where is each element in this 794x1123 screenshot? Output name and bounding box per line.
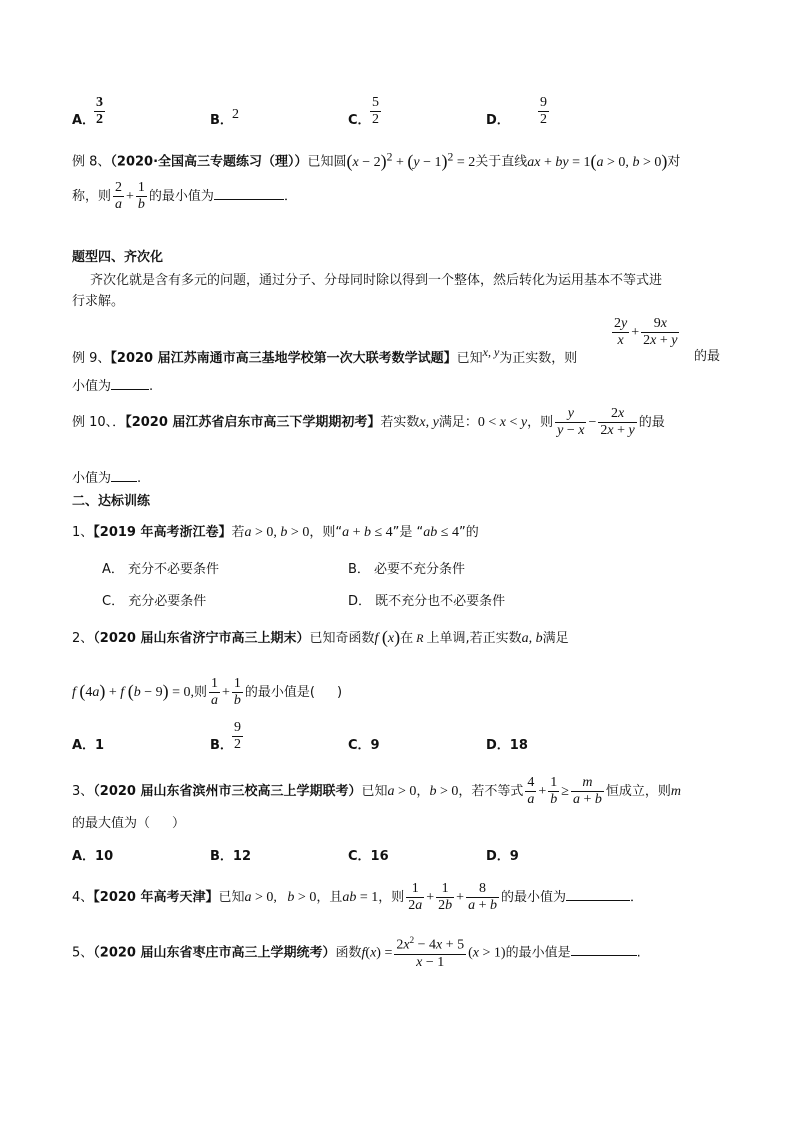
question-4: 4、【2020 年高考天津】已知a > 0, b > 0，且ab = 1，则 $\frac{1}{2a}$ + $\frac{1}{2b}$ + $\frac{8}{a + b}$ 的最小值为 ． — [72, 881, 644, 914]
section-title-type4: 题型四、齐次化 — [72, 250, 164, 265]
row1-a-den: 2 — [96, 112, 103, 128]
row1-option-b-value: 2 — [232, 107, 239, 122]
question-4-end: ． — [630, 890, 644, 906]
question-4-text1: 已知 — [218, 890, 245, 906]
question-1-text1: 若 — [231, 525, 245, 540]
example-10-source: 【2020 届江苏省启东市高三下学期期初考】 — [125, 415, 381, 431]
question-3-line1: 3、（2020 届山东省滨州市三校高三上学期联考）已知a > 0，b > 0，若不等式 $\frac{4}{a}$ + $\frac{1}{b}$ ≥ $\frac{m}{a + b}$ 恒成立，则m — [72, 775, 681, 808]
row1-option-d-fraction — [538, 95, 549, 128]
example-9-line1 — [72, 345, 577, 366]
question-1-prefix: 1、 — [72, 525, 94, 540]
question-3-option-b[interactable]: B．12 — [210, 849, 251, 864]
question-4-text3: ，则 — [378, 890, 405, 906]
q2-b-den: 2 — [234, 737, 241, 753]
row1-a-num: 3 — [94, 95, 105, 112]
answer-blank[interactable] — [111, 388, 149, 390]
question-4-product: ab = 1 — [342, 890, 379, 906]
question-4-text2: ，且 — [316, 890, 343, 906]
question-3-prefix: 3、 — [72, 784, 94, 800]
question-3-frac1: $\frac{4}{a}$ — [527, 775, 535, 808]
row1-d-den: 2 — [540, 112, 547, 128]
question-1-option-a[interactable]: A． 充分不必要条件 — [102, 562, 220, 577]
example-8-prefix: 例 8、 — [72, 154, 111, 170]
example-10-end: . — [137, 471, 142, 486]
section-title-practice: 二、达标训练 — [72, 494, 151, 509]
question-1-option-c[interactable]: C． 充分必要条件 — [102, 594, 207, 609]
question-3-line2 — [72, 812, 185, 831]
question-3-source: （2020 届山东省滨州市三校高三上学期联考） — [93, 784, 362, 800]
question-1-text2: ，则“ — [309, 525, 343, 540]
question-2-text7: ) — [337, 685, 343, 701]
question-2-variables: a, b — [521, 631, 543, 646]
example-10-text3: ，则 — [527, 415, 554, 431]
example-10-variables: x, y — [419, 415, 439, 431]
question-1-text3: ”是 “ — [392, 525, 424, 540]
example-8-text2: 关于直线 — [475, 154, 528, 170]
row1-option-d-label: D． — [486, 113, 510, 128]
question-5-prefix: 5、 — [72, 945, 94, 961]
question-4-prefix: 4、 — [72, 890, 94, 906]
question-3-cond-a: a > 0 — [387, 784, 417, 800]
row1-option-a-label: A． — [72, 113, 96, 128]
question-1-option-b[interactable]: B． 必要不充分条件 — [348, 562, 466, 577]
question-1-option-d[interactable]: D． 既不充分也不必要条件 — [348, 594, 506, 609]
row1-options — [72, 95, 692, 139]
question-3-text4: 恒成立，则 — [605, 784, 671, 800]
question-5-text1: 函数 — [335, 945, 362, 961]
question-2-option-b-fraction — [232, 720, 243, 753]
example-8-text1: 已知圆 — [307, 154, 347, 170]
question-4-frac1: $\frac{1}{2a}$ — [408, 881, 423, 914]
question-2-option-c[interactable]: C．9 — [348, 738, 380, 753]
row1-option-a-fraction — [94, 95, 105, 128]
question-2-option-d[interactable]: D．18 — [486, 738, 528, 753]
example-9-frac2: $\frac{9x}{2x + y}$ — [643, 316, 678, 349]
question-3-cond-b: b > 0 — [429, 784, 459, 800]
example-10-line2 — [72, 467, 141, 486]
answer-blank[interactable] — [111, 480, 137, 482]
question-3-option-c[interactable]: C．16 — [348, 849, 389, 864]
example-10-text1: 若实数 — [380, 415, 420, 431]
example-9-source: 【2020 届江苏南通市高三基地学校第一次大联考数学试题】 — [110, 351, 457, 366]
example-8-text3: 对 — [667, 154, 681, 170]
question-2-function: f (x) — [374, 627, 401, 647]
question-5-fraction: $\frac{2x^2 - 4x + 5}{x - 1}$ — [396, 935, 465, 970]
example-10-prefix: 例 10、． — [72, 415, 126, 431]
question-1-condition: a > 0, b > 0 — [244, 525, 310, 540]
example-8-text4: 称，则 — [72, 189, 112, 205]
example-8-frac1: $\frac{2}{a}$ — [115, 180, 123, 213]
circle-equation: $(x - 2)^2 + (y - 1)^2 = 2$ — [346, 150, 476, 171]
question-3-frac3: $\frac{m}{a + b}$ — [572, 775, 602, 808]
question-1-source: 【2019 年高考浙江卷】 — [93, 525, 232, 540]
example-8-frac2: $\frac{1}{b}$ — [137, 180, 145, 213]
question-2-line1 — [72, 627, 569, 648]
question-3-text1: 已知 — [361, 784, 388, 800]
example-10-text4: 的最 — [638, 415, 665, 431]
question-4-text4: 的最小值为 — [500, 890, 566, 906]
question-2-text5: 则 — [194, 685, 208, 701]
question-2-prefix: 2、 — [72, 631, 94, 646]
question-5-text2: 的最小值是 — [505, 945, 571, 961]
row1-option-b-label: B． — [210, 113, 233, 128]
answer-blank[interactable] — [214, 198, 284, 200]
row1-option-c-label: C． — [348, 113, 371, 128]
question-2-option-a[interactable]: A．1 — [72, 738, 105, 753]
question-2-frac2: $\frac{1}{b}$ — [233, 676, 241, 709]
question-3-text3: ，若不等式 — [458, 784, 524, 800]
type4-paragraph-line1: 齐次化就是含有多元的问题，通过分子、分母同时除以得到一个整体，然后转化为运用基本不等式进 — [90, 273, 663, 288]
row1-c-den: 2 — [372, 112, 379, 128]
example-9-line2-text: 小值为 — [72, 379, 112, 394]
question-2-source: （2020 届山东省济宁市高三上期末） — [93, 631, 310, 646]
q2-b-num: 9 — [232, 720, 243, 737]
example-9-end: . — [149, 379, 154, 394]
example-8-text5: 的最小值为 — [148, 189, 214, 205]
example-8-end: ． — [283, 189, 297, 205]
question-3-frac2: $\frac{1}{b}$ — [550, 775, 558, 808]
question-5-domain: (x > 1) — [468, 945, 506, 961]
example-9-variables: x, y — [482, 345, 500, 359]
example-9-frac1: $\frac{2y}{x}$ — [614, 316, 628, 349]
question-3-line2-text: 的最大值为（ — [72, 816, 151, 831]
question-1-product: ab ≤ 4 — [423, 525, 459, 540]
question-3-var-m: m — [670, 784, 681, 800]
example-10-text2: 满足： — [438, 415, 478, 431]
question-2-text1: 已知奇函数 — [309, 631, 375, 646]
row1-option-c-fraction — [370, 95, 381, 128]
example-10-frac2: $\frac{2x}{2x + y}$ — [600, 406, 635, 439]
question-1-text4: ”的 — [458, 525, 479, 540]
example-9-text2: 为正实数，则 — [499, 351, 578, 366]
question-2-text6: 的最小值是( — [244, 685, 315, 701]
question-2-set: R — [413, 631, 427, 645]
question-2-frac1: $\frac{1}{a}$ — [211, 676, 219, 709]
example-10-line1: 例 10、．【2020 届江苏省启东市高三下学期期初考】若实数x, y满足：0 < x < y，则 $\frac{y}{y - x}$ − $\frac{2x}{2x + y}$ 的最 — [72, 406, 665, 439]
answer-blank[interactable] — [566, 899, 630, 901]
question-4-frac2: $\frac{1}{2b}$ — [438, 881, 453, 914]
question-3-option-d[interactable]: D．9 — [486, 849, 519, 864]
question-5 — [72, 935, 641, 971]
example-9-tail: 的最 — [694, 349, 721, 364]
row1-d-num: 9 — [538, 95, 549, 112]
question-3-option-a[interactable]: A．10 — [72, 849, 114, 864]
question-2-line2: f (4a) + f (b − 9) = 0,则 $\frac{1}{a}$ + $\frac{1}{b}$ 的最小值是( ) — [72, 676, 343, 709]
question-3-text2: ， — [416, 784, 430, 800]
example-8-line1 — [72, 150, 680, 172]
line-equation: ax + by = 1(a > 0, b > 0) — [527, 150, 668, 171]
question-2-option-b-label[interactable]: B． — [210, 738, 233, 753]
example-10-frac1: $\frac{y}{y - x}$ — [557, 406, 585, 439]
row1-c-num: 5 — [370, 95, 381, 112]
question-2-text4: 满足 — [542, 631, 569, 646]
answer-blank[interactable] — [571, 954, 637, 956]
question-2-text3: 上单调,若正实数 — [426, 631, 522, 646]
question-5-end: . — [636, 945, 641, 961]
example-10-line2-text: 小值为 — [72, 471, 112, 486]
example-8-source: （2020·全国高三专题练习（理）） — [110, 154, 308, 170]
question-1-sum: a + b ≤ 4 — [342, 525, 393, 540]
question-5-source: （2020 届山东省枣庄市高三上学期统考） — [93, 945, 336, 961]
example-10-condition: 0 < x < y — [477, 415, 528, 431]
type4-paragraph-line2: 行求解。 — [72, 294, 125, 309]
example-9-expression: $\frac{2y}{x}$ + $\frac{9x}{2x + y}$ — [614, 316, 678, 349]
question-2-text2: 在 — [400, 631, 414, 646]
question-4-condition: a > 0, b > 0 — [244, 890, 317, 906]
question-4-source: 【2020 年高考天津】 — [93, 890, 219, 906]
question-2-equation: f (4a) + f (b − 9) = 0, — [72, 681, 194, 702]
question-3-line2-close: ） — [172, 816, 186, 831]
example-9-prefix: 例 9、 — [72, 351, 111, 366]
question-4-frac3: $\frac{8}{a + b}$ — [468, 881, 497, 914]
example-9-line2 — [72, 375, 153, 394]
question-1 — [72, 521, 479, 541]
example-8-line2: 称，则 $\frac{2}{a}$ + $\frac{1}{b}$ 的最小值为 ． — [72, 180, 297, 213]
question-5-function: f(x) = — [361, 945, 393, 961]
example-9-text1: 已知 — [456, 351, 483, 366]
